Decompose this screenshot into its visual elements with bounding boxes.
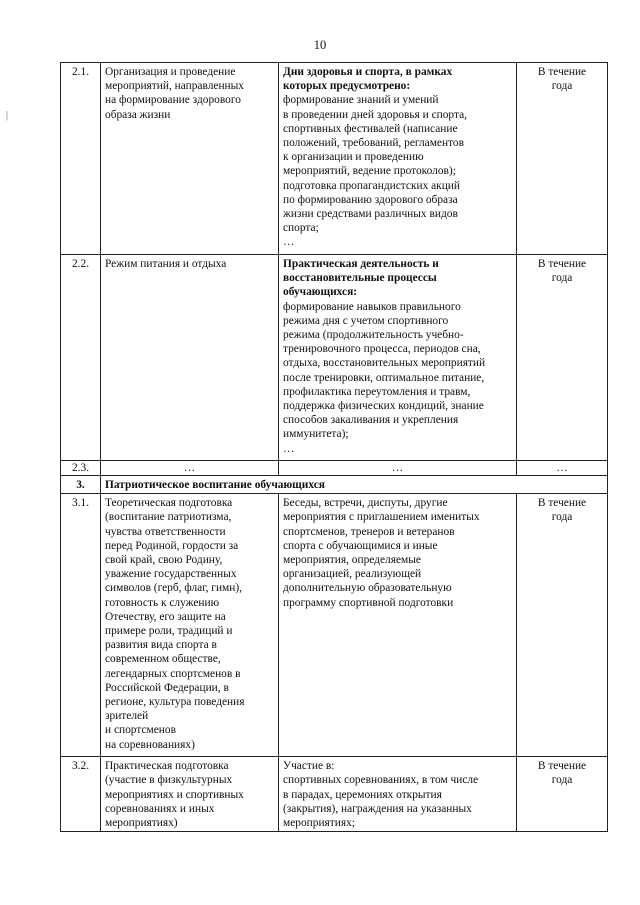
row-number: 2.3. [61,461,101,476]
activity-name: … [101,461,279,476]
activity-content: … [279,461,517,476]
activity-content: Беседы, встречи, диспуты, другие мероприятия с приглашением именитых спортсменов, тренеров и ветеранов спорта с обучающимися и иные мероприятия, определяемые организацией, реализующей дополнительную образовательную программу спортивной подготовки [279,494,517,757]
row-number: 3.2. [61,757,101,832]
activity-term: … [517,461,608,476]
table-row [61,494,608,757]
table-row [61,757,608,832]
margin-mark: | [6,110,9,121]
section-number: 3. [61,476,101,494]
page-number: 10 [313,38,327,52]
activity-name: Организация и проведение мероприятий, направленных на формирование здорового образа жизни [101,63,279,255]
activity-name: Режим питания и отдыха [101,255,279,461]
activity-term: В течение года [517,494,608,757]
table-row [61,461,608,476]
row-number: 3.1. [61,494,101,757]
activity-name: Практическая подготовка (участие в физкультурных мероприятиях и спортивных соревнованиях и иных мероприятиях) [101,757,279,832]
section-title: Патриотическое воспитание обучающихся [101,476,608,494]
activity-term: В течение года [517,757,608,832]
plan-table [60,62,608,832]
table-row [61,255,608,461]
activity-content: Дни здоровья и спорта, в рамках которых предусмотрено: формирование знаний и умений в проведении дней здоровья и спорта, спортивных фестивалей (написание положений, требований, регламентов к организации и проведению мероприятий, ведение протоколов); подготовка пропагандистских акций по формированию здорового образа жизни средствами различных видов спорта; … [279,63,517,255]
table-row [61,63,608,255]
activity-name: Теоретическая подготовка (воспитание патриотизма, чувства ответственности перед Родиной, гордости за свой край, свою Родину, уважение государственных символов (герб, флаг, гимн), готовность к служению Отечеству, его защите на примере роли, традиций и развития вида спорта в современном обществе, легендарных спортсменов в Российской Федерации, в регионе, культура поведения зрителей и спортсменов на соревнованиях) [101,494,279,757]
row-number: 2.1. [61,63,101,255]
activity-content: Практическая деятельность и восстановительные процессы обучающихся: формирование навыков правильного режима дня с учетом спортивного режима (продолжительность учебно- тренировочного процесса, периодов сна, отдыха, восстановительных мероприятий после тренировки, оптимальное питание, профилактика переутомления и травм, поддержка физических кондиций, знание способов закаливания и укрепления иммунитета); … [279,255,517,461]
section-row [61,476,608,494]
activity-content: Участие в: спортивных соревнованиях, в том числе в парадах, церемониях открытия (закрытия), награждения на указанных мероприятиях; [279,757,517,832]
row-number: 2.2. [61,255,101,461]
activity-term: В течение года [517,63,608,255]
activity-term: В течение года [517,255,608,461]
